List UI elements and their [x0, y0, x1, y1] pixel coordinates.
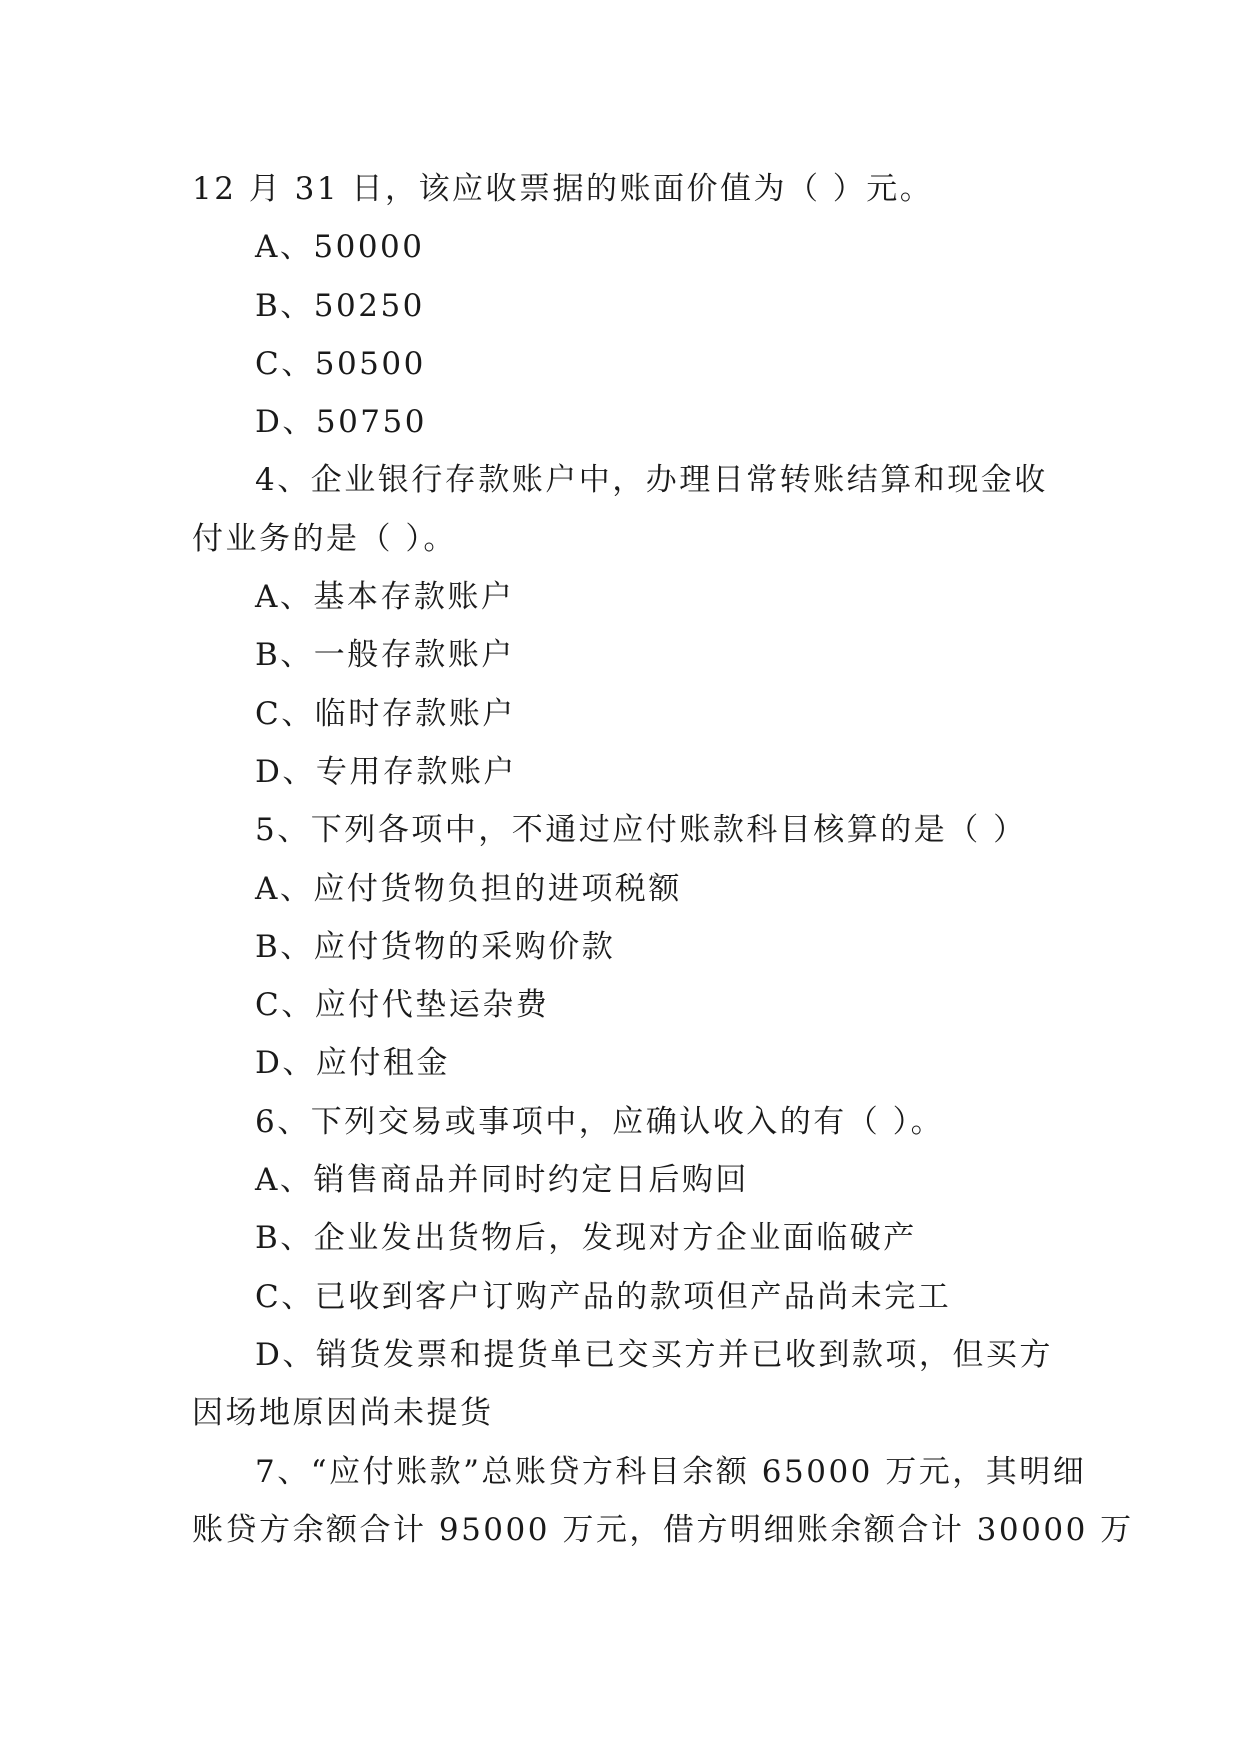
question-5-stem: 5、下列各项中，不通过应付账款科目核算的是（ ）: [255, 812, 1027, 849]
q5-option-a: A、应付货物负担的进项税额: [255, 870, 682, 907]
q6-option-b: B、企业发出货物后，发现对方企业面临破产: [255, 1220, 917, 1257]
q4-option-c: C、临时存款账户: [255, 695, 516, 732]
question-4-stem-line-1: 4、企业银行存款账户中，办理日常转账结算和现金收: [255, 462, 1048, 499]
q3-option-a: A、50000: [255, 229, 425, 266]
q4-option-b: B、一般存款账户: [255, 637, 515, 674]
q6-option-d-line-2: 因场地原因尚未提货: [192, 1395, 494, 1432]
question-6-stem: 6、下列交易或事项中，应确认收入的有（ ）。: [255, 1103, 945, 1140]
q5-option-d: D、应付租金: [255, 1045, 450, 1082]
q6-option-a: A、销售商品并同时约定日后购回: [255, 1162, 749, 1199]
q4-option-a: A、基本存款账户: [255, 579, 515, 616]
q5-option-c: C、应付代垫运杂费: [255, 987, 550, 1024]
q6-option-c: C、已收到客户订购产品的款项但产品尚未完工: [255, 1278, 952, 1315]
document-body: [192, 160, 1134, 1559]
question-7-stem-line-2: 账贷方余额合计 95000 万元，借方明细账余额合计 30000 万: [192, 1511, 1134, 1548]
q3-option-c: C、50500: [255, 345, 426, 382]
q3-option-d: D、50750: [255, 404, 427, 441]
question-4-stem-line-2: 付业务的是（ ）。: [192, 520, 457, 557]
q4-option-d: D、专用存款账户: [255, 753, 517, 790]
q6-option-d-line-1: D、销货发票和提货单已交买方并已收到款项，但买方: [255, 1336, 1053, 1373]
q5-option-b: B、应付货物的采购价款: [255, 928, 616, 965]
q3-option-b: B、50250: [255, 287, 425, 324]
question-3-stem-continued: 12 月 31 日，该应收票据的账面价值为（ ）元。: [192, 171, 934, 207]
question-7-stem-line-1: 7、“应付账款”总账贷方科目余额 65000 万元，其明细: [255, 1453, 1087, 1490]
